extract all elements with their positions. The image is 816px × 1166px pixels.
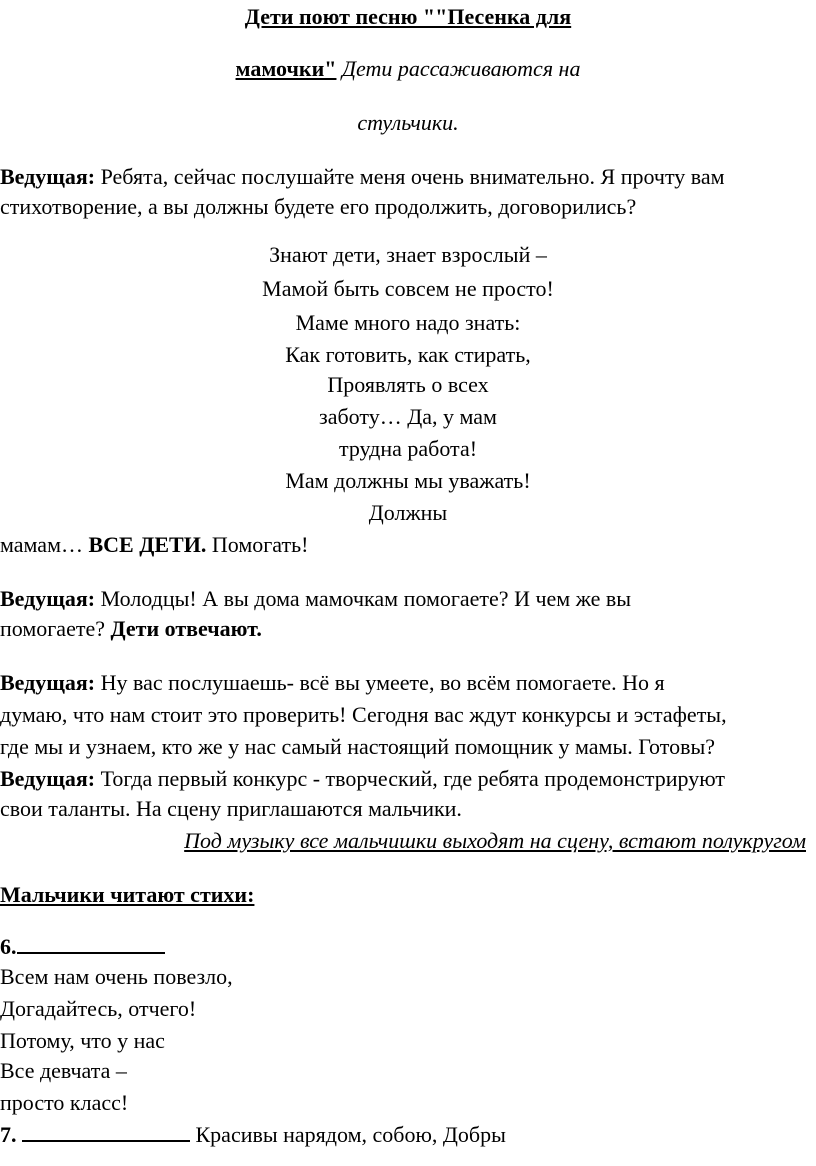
para2-line-1	[0, 586, 631, 612]
para3-line-3: где мы и узнаем, кто же у нас самый настоящий помощник у мамы. Готовы?	[0, 734, 716, 759]
verse6-number	[0, 934, 165, 960]
blank-line	[17, 934, 165, 954]
verse-number: 7.	[0, 1122, 22, 1147]
title-song-name: мамочки"	[235, 56, 337, 81]
speaker-label: Ведущая:	[0, 670, 96, 695]
poem-line: Мамой быть совсем не просто!	[262, 276, 554, 301]
para2-text: помогаете?	[0, 616, 111, 641]
poem-line: Проявлять о всех	[327, 372, 489, 397]
stage-direction: Под музыку все мальчишки выходят на сцену, встают полукругом	[184, 828, 806, 853]
para3-line-2: думаю, что нам стоит это проверить! Сегодня вас ждут конкурсы и эстафеты,	[0, 702, 727, 727]
poem-line: трудна работа!	[338, 436, 478, 461]
speaker-label: Ведущая:	[0, 766, 96, 791]
para2-line-2	[0, 616, 262, 642]
verse6-line: Потому, что у нас	[0, 1028, 165, 1053]
title-stage-direction: Дети рассаживаются на	[336, 56, 581, 81]
verse6-line: просто класс!	[0, 1090, 129, 1115]
poem-line: Должны	[368, 500, 448, 525]
speaker-label: Ведущая:	[0, 164, 96, 189]
poem-line: Маме много надо знать:	[295, 310, 521, 335]
para2-text: Молодцы! А вы дома мамочкам помогаете? И чем же вы	[95, 586, 632, 611]
all-children-label: ВСЕ ДЕТИ.	[88, 532, 207, 557]
para4-text: Тогда первый конкурс - творческий, где ребята продемонстрируют	[95, 766, 725, 791]
verse6-line: Догадайтесь, отчего!	[0, 996, 197, 1021]
children-answer-label: Дети отвечают.	[110, 616, 262, 641]
poem-last-line	[0, 532, 308, 558]
verse6-line: Все девчата –	[0, 1058, 127, 1083]
poem-last-prefix: мамам…	[0, 532, 89, 557]
poem-line: Знают дети, знает взрослый –	[269, 242, 547, 267]
blank-line	[22, 1122, 190, 1142]
poem-line: Мам должны мы уважать!	[285, 468, 531, 493]
poem-line: Как готовить, как стирать,	[285, 342, 531, 367]
para3-text: Ну вас послушаешь- всё вы умеете, во всём помогаете. Но я	[95, 670, 665, 695]
poem-last-suffix: Помогать!	[206, 532, 309, 557]
title-line-2	[0, 56, 816, 82]
verse7-text: Красивы нарядом, собою, Добры	[190, 1122, 506, 1147]
verse6-line: Всем нам очень повезло,	[0, 964, 233, 989]
poem-line: заботу… Да, у мам	[319, 404, 497, 429]
para4-line-2: свои таланты. На сцену приглашаются мальчики.	[0, 796, 462, 821]
verse7-line	[0, 1122, 506, 1148]
title-line-3: стульчики.	[357, 110, 459, 135]
verse-number: 6.	[0, 934, 17, 959]
title-line-1: Дети поют песню ""Песенка для	[244, 4, 572, 29]
speaker-label: Ведущая:	[0, 586, 96, 611]
para1-line-2: стихотворение, а вы должны будете его продолжить, договорились?	[0, 194, 637, 219]
para1-text: Ребята, сейчас послушайте меня очень внимательно. Я прочту вам	[95, 164, 725, 189]
para1-line-1	[0, 164, 725, 190]
section-heading: Мальчики читают стихи:	[0, 882, 255, 907]
para3-line-1	[0, 670, 665, 696]
para4-line-1	[0, 766, 725, 792]
